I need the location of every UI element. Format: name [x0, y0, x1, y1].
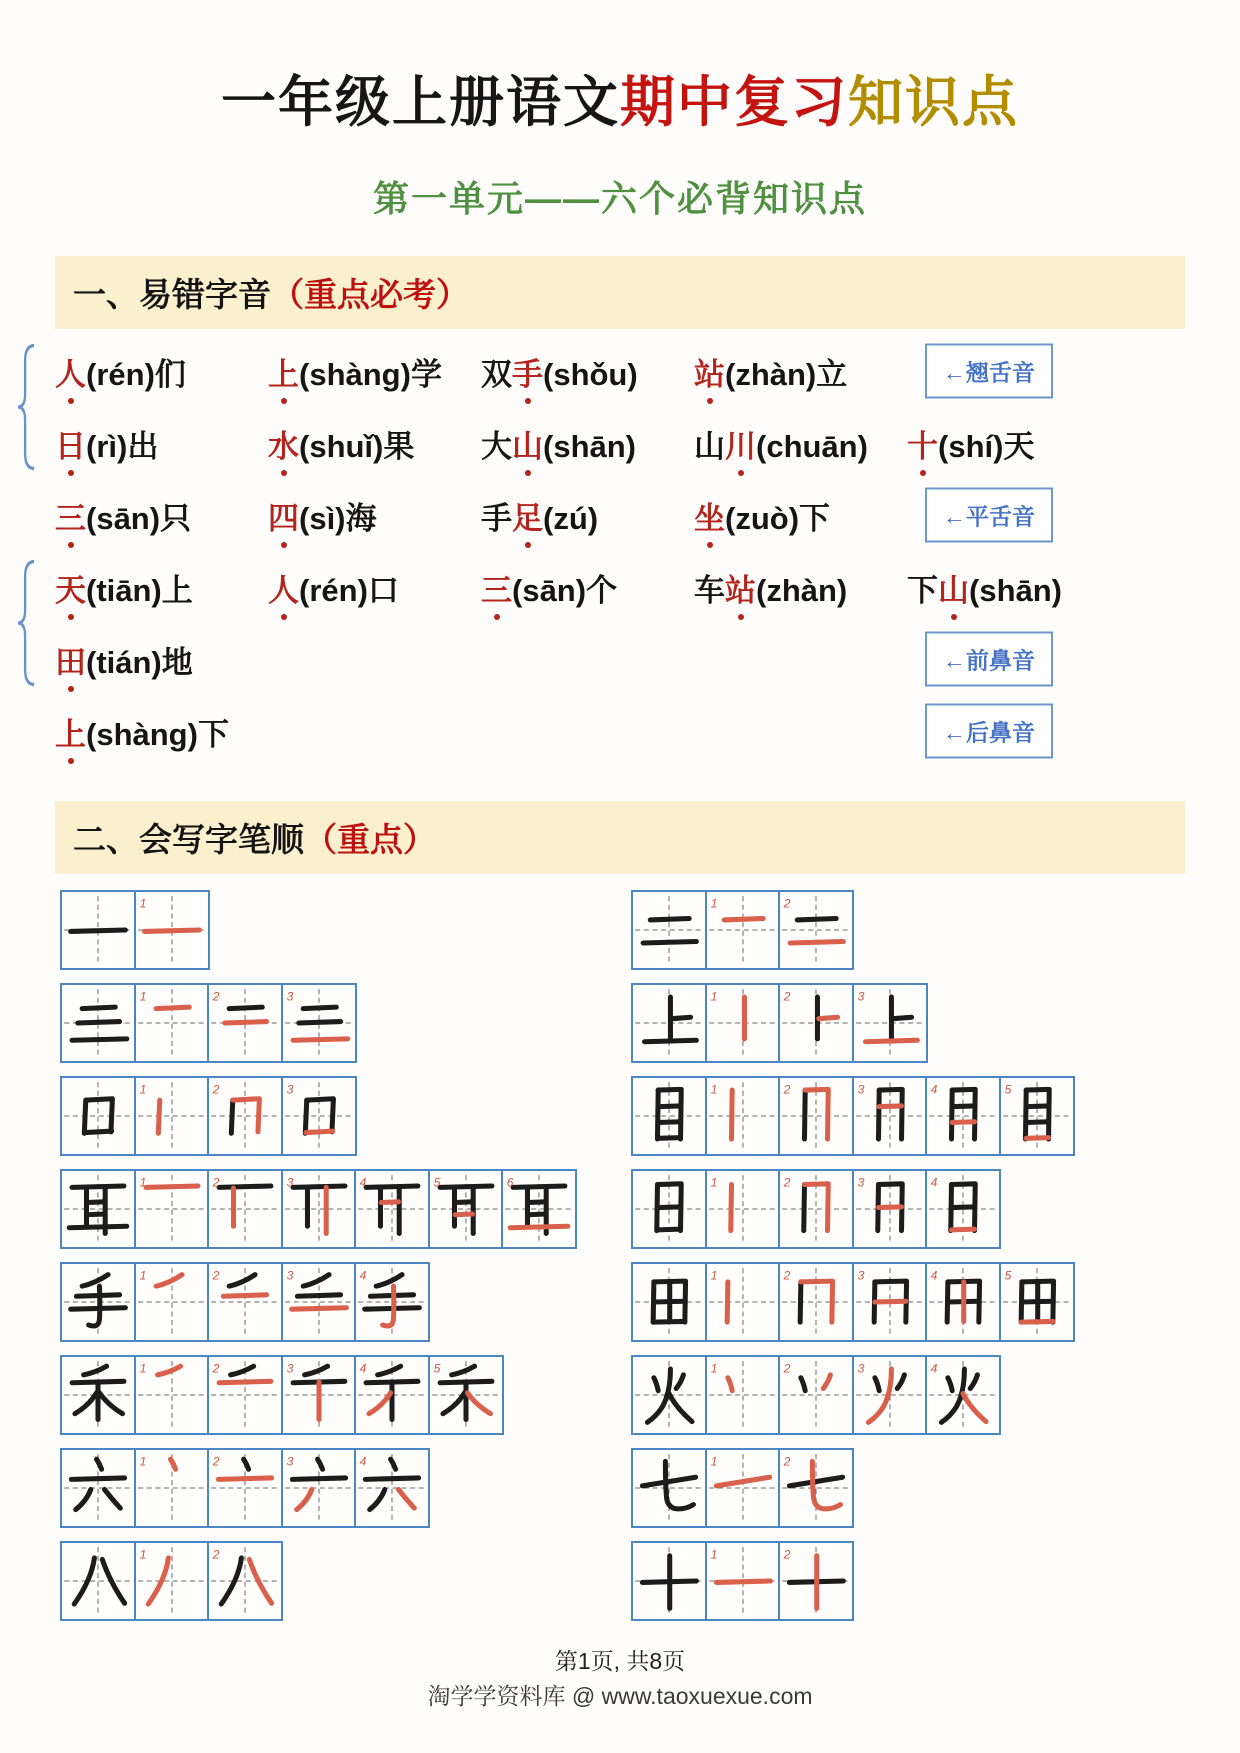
word-entry	[55, 637, 268, 682]
stroke-step-cell	[925, 1169, 1001, 1249]
stroke-order-row-八	[60, 1541, 605, 1621]
svg-text:1: 1	[139, 896, 146, 911]
page-number: 第1页, 共8页	[554, 1648, 686, 1674]
word-text: 下	[799, 500, 831, 536]
word-text: 学	[410, 356, 442, 392]
stroke-order-row-火	[631, 1355, 1171, 1435]
word-group	[55, 479, 1185, 551]
word-text: (shàng)	[86, 716, 198, 752]
stroke-step-cell	[705, 1076, 781, 1156]
svg-text:3: 3	[857, 1082, 864, 1097]
word-text: (zhàn)	[756, 572, 848, 608]
stroke-step-cell	[925, 1262, 1001, 1342]
word-text: 口	[367, 572, 399, 608]
stroke-order-row-一	[60, 890, 605, 970]
word-text: (rì)	[86, 428, 128, 464]
stroke-step-cell	[354, 1262, 430, 1342]
word-text: (sì)	[299, 500, 346, 536]
svg-text:1: 1	[710, 1082, 717, 1097]
section1-heading-paren: （重点必考）	[271, 276, 469, 313]
stroke-step-cell	[705, 1448, 781, 1528]
svg-text:2: 2	[783, 1454, 791, 1469]
stroke-step-cell	[852, 1355, 928, 1435]
word-text: (tián)	[86, 644, 162, 680]
svg-text:1: 1	[139, 1082, 146, 1097]
stroke-step-cell	[428, 1169, 504, 1249]
svg-text:4: 4	[930, 1361, 938, 1376]
stroke-order-row-禾	[60, 1355, 605, 1435]
character-cell	[60, 983, 136, 1063]
stroke-order-row-耳	[60, 1169, 605, 1249]
word-text: (zú)	[543, 500, 599, 536]
stroke-step-cell	[778, 1262, 854, 1342]
word-group	[55, 695, 1185, 767]
title-part-black: 一年级上册语文	[220, 71, 620, 133]
svg-text:5: 5	[433, 1175, 440, 1190]
emphasized-character: 十	[907, 428, 938, 464]
word-text: 双	[481, 356, 512, 392]
emphasized-character: 手	[512, 356, 543, 392]
pronunciation-row	[55, 407, 1185, 479]
stroke-step-cell	[778, 1355, 854, 1435]
svg-text:3: 3	[857, 1268, 864, 1283]
stroke-order-row-上	[631, 983, 1171, 1063]
stroke-step-cell	[134, 1541, 210, 1621]
emphasized-character: 人	[55, 356, 86, 392]
svg-text:1: 1	[710, 1454, 717, 1469]
svg-text:3: 3	[857, 1175, 864, 1190]
character-cell	[60, 890, 136, 970]
stroke-order-row-六	[60, 1448, 605, 1528]
word-group-braced	[55, 551, 1185, 695]
stroke-order-row-口	[60, 1076, 605, 1156]
svg-text:3: 3	[857, 1361, 864, 1376]
watermark-site: 淘学学资料库 @ www.taoxuexue.com	[427, 1683, 813, 1709]
character-cell	[631, 1076, 707, 1156]
stroke-step-cell	[281, 983, 357, 1063]
stroke-step-cell	[778, 983, 854, 1063]
word-text: (rén)	[299, 572, 368, 608]
stroke-step-cell	[999, 1262, 1075, 1342]
svg-text:1: 1	[139, 1268, 146, 1283]
word-entry	[55, 349, 268, 394]
stroke-step-cell	[705, 1355, 781, 1435]
word-text: 下	[907, 572, 938, 608]
emphasized-character: 川	[725, 428, 756, 464]
svg-text:4: 4	[930, 1082, 938, 1097]
word-entry	[268, 493, 481, 538]
word-entry	[55, 709, 268, 754]
svg-text:4: 4	[930, 1268, 938, 1283]
svg-text:2: 2	[212, 1268, 220, 1283]
character-cell	[60, 1169, 136, 1249]
word-text: 大	[481, 428, 512, 464]
page-footer	[0, 1643, 1240, 1711]
word-text: 山	[694, 428, 725, 464]
stroke-step-cell	[925, 1076, 1001, 1156]
emphasized-character: 三	[481, 572, 512, 608]
svg-text:2: 2	[212, 1454, 220, 1469]
word-entry	[481, 421, 694, 466]
svg-text:5: 5	[1004, 1082, 1011, 1097]
stroke-step-cell	[705, 1541, 781, 1621]
svg-text:3: 3	[286, 1268, 293, 1283]
svg-text:2: 2	[212, 1175, 220, 1190]
stroke-step-cell	[354, 1169, 430, 1249]
word-text: (chuān)	[756, 428, 868, 464]
svg-text:6: 6	[506, 1175, 514, 1190]
svg-text:5: 5	[1004, 1268, 1011, 1283]
word-entry	[481, 493, 694, 538]
word-text: (shí)	[938, 428, 1004, 464]
character-cell	[60, 1448, 136, 1528]
stroke-order-grids	[60, 890, 1185, 1621]
stroke-order-row-七	[631, 1448, 1171, 1528]
word-text: (tiān)	[86, 572, 162, 608]
stroke-order-row-目	[631, 1076, 1171, 1156]
svg-text:2: 2	[783, 1175, 791, 1190]
stroke-step-cell	[134, 1355, 210, 1435]
word-text: (shān)	[543, 428, 636, 464]
word-entry	[55, 421, 268, 466]
word-entry	[694, 493, 907, 538]
stroke-step-cell	[778, 1169, 854, 1249]
svg-text:1: 1	[710, 1361, 717, 1376]
emphasized-character: 足	[512, 500, 543, 536]
word-entry	[268, 421, 481, 466]
word-text: (shān)	[969, 572, 1062, 608]
stroke-step-cell	[778, 1541, 854, 1621]
character-cell	[631, 1448, 707, 1528]
stroke-step-cell	[207, 1076, 283, 1156]
word-text: 天	[1003, 428, 1035, 464]
character-cell	[60, 1076, 136, 1156]
svg-text:2: 2	[783, 1268, 791, 1283]
stroke-order-row-手	[60, 1262, 605, 1342]
character-cell	[60, 1541, 136, 1621]
pronunciation-row	[55, 623, 1185, 695]
word-text: (shàng)	[299, 356, 411, 392]
stroke-step-cell	[705, 983, 781, 1063]
svg-text:4: 4	[359, 1268, 367, 1283]
stroke-step-cell	[281, 1076, 357, 1156]
stroke-step-cell	[354, 1448, 430, 1528]
svg-text:4: 4	[359, 1361, 367, 1376]
error-prone-pronunciation-list	[55, 335, 1185, 767]
left-brace	[17, 559, 35, 687]
character-cell	[631, 1355, 707, 1435]
svg-text:3: 3	[286, 1082, 293, 1097]
svg-text:4: 4	[359, 1175, 367, 1190]
word-entry	[694, 565, 907, 610]
svg-text:5: 5	[433, 1361, 440, 1376]
stroke-step-cell	[134, 1076, 210, 1156]
stroke-step-cell	[778, 1076, 854, 1156]
emphasized-character: 站	[694, 356, 725, 392]
character-cell	[631, 890, 707, 970]
stroke-step-cell	[925, 1355, 1001, 1435]
stroke-step-cell	[134, 890, 210, 970]
stroke-step-cell	[705, 890, 781, 970]
stroke-step-cell	[207, 1355, 283, 1435]
pronunciation-type-label: ←平舌音	[925, 488, 1053, 543]
word-text: 出	[127, 428, 159, 464]
word-text: (shǒu)	[543, 356, 638, 392]
emphasized-character: 山	[512, 428, 543, 464]
word-entry	[55, 565, 268, 610]
word-entry	[694, 421, 907, 466]
word-text: 上	[161, 572, 193, 608]
stroke-step-cell	[428, 1355, 504, 1435]
stroke-order-row-日	[631, 1169, 1171, 1249]
pronunciation-row	[55, 695, 1185, 767]
stroke-order-row-田	[631, 1262, 1171, 1342]
word-text: 个	[586, 572, 618, 608]
stroke-grid-column-left	[60, 890, 605, 1621]
svg-text:1: 1	[139, 1547, 146, 1562]
word-text: 车	[694, 572, 725, 608]
svg-text:2: 2	[783, 1082, 791, 1097]
emphasized-character: 天	[55, 572, 86, 608]
section2-heading-paren: （重点）	[304, 821, 436, 858]
stroke-step-cell	[852, 1262, 928, 1342]
stroke-step-cell	[281, 1355, 357, 1435]
word-text: 下	[197, 716, 229, 752]
stroke-step-cell	[852, 983, 928, 1063]
character-cell	[631, 983, 707, 1063]
pronunciation-row	[55, 479, 1185, 551]
word-text: (zhàn)	[725, 356, 817, 392]
character-cell	[631, 1169, 707, 1249]
character-cell	[60, 1355, 136, 1435]
word-text: (rén)	[86, 356, 155, 392]
stroke-step-cell	[501, 1169, 577, 1249]
svg-text:4: 4	[359, 1454, 367, 1469]
section2-heading	[55, 801, 1185, 874]
stroke-step-cell	[134, 983, 210, 1063]
svg-text:1: 1	[710, 1175, 717, 1190]
pronunciation-type-label: ←后鼻音	[925, 704, 1053, 759]
svg-text:1: 1	[710, 1547, 717, 1562]
svg-text:3: 3	[286, 989, 293, 1004]
pronunciation-type-label: ←翘舌音	[925, 344, 1053, 399]
svg-text:2: 2	[212, 1547, 220, 1562]
svg-text:2: 2	[783, 1361, 791, 1376]
pronunciation-row	[55, 551, 1185, 623]
svg-text:1: 1	[710, 989, 717, 1004]
word-entry	[481, 349, 694, 394]
emphasized-character: 田	[55, 644, 86, 680]
emphasized-character: 山	[938, 572, 969, 608]
stroke-step-cell	[134, 1169, 210, 1249]
svg-text:1: 1	[139, 1454, 146, 1469]
emphasized-character: 三	[55, 500, 86, 536]
svg-text:2: 2	[212, 989, 220, 1004]
word-entry	[694, 349, 907, 394]
svg-text:1: 1	[139, 1175, 146, 1190]
svg-text:2: 2	[783, 1547, 791, 1562]
stroke-grid-column-right	[631, 890, 1171, 1621]
left-brace	[17, 343, 35, 471]
stroke-step-cell	[207, 1541, 283, 1621]
emphasized-character: 上	[268, 356, 299, 392]
page-title	[0, 0, 1240, 137]
stroke-step-cell	[852, 1076, 928, 1156]
title-part-red: 期中复习	[619, 71, 848, 133]
word-entry	[268, 349, 481, 394]
svg-text:1: 1	[710, 896, 717, 911]
word-text: 只	[160, 500, 192, 536]
section1-heading	[55, 256, 1185, 329]
svg-text:1: 1	[139, 1361, 146, 1376]
word-text: 海	[345, 500, 377, 536]
svg-text:2: 2	[212, 1082, 220, 1097]
svg-text:2: 2	[783, 896, 791, 911]
svg-text:3: 3	[286, 1454, 293, 1469]
stroke-step-cell	[778, 1448, 854, 1528]
stroke-step-cell	[134, 1262, 210, 1342]
word-text: (shuǐ)	[299, 428, 384, 464]
emphasized-character: 水	[268, 428, 299, 464]
stroke-step-cell	[999, 1076, 1075, 1156]
word-entry	[907, 421, 1120, 466]
word-text: 果	[383, 428, 415, 464]
word-entry	[481, 565, 694, 610]
pronunciation-type-label: ←前鼻音	[925, 632, 1053, 687]
character-cell	[631, 1541, 707, 1621]
stroke-step-cell	[705, 1169, 781, 1249]
svg-text:2: 2	[212, 1361, 220, 1376]
emphasized-character: 上	[55, 716, 86, 752]
emphasized-character: 四	[268, 500, 299, 536]
emphasized-character: 人	[268, 572, 299, 608]
title-part-gold: 知识点	[848, 71, 1020, 133]
word-text: (sān)	[86, 500, 161, 536]
svg-text:3: 3	[857, 989, 864, 1004]
word-text: (zuò)	[725, 500, 800, 536]
word-text: 们	[154, 356, 186, 392]
emphasized-character: 日	[55, 428, 86, 464]
word-entry	[268, 565, 481, 610]
word-text: 地	[161, 644, 193, 680]
stroke-step-cell	[207, 983, 283, 1063]
stroke-step-cell	[207, 1448, 283, 1528]
word-entry	[907, 565, 1120, 610]
pronunciation-row	[55, 335, 1185, 407]
stroke-step-cell	[705, 1262, 781, 1342]
stroke-order-row-二	[631, 890, 1171, 970]
svg-text:1: 1	[710, 1268, 717, 1283]
section1-heading-text: 一、易错字音	[73, 276, 271, 313]
emphasized-character: 站	[725, 572, 756, 608]
stroke-order-row-三	[60, 983, 605, 1063]
svg-text:4: 4	[930, 1175, 938, 1190]
stroke-step-cell	[281, 1169, 357, 1249]
word-entry	[55, 493, 268, 538]
character-cell	[60, 1262, 136, 1342]
stroke-order-row-十	[631, 1541, 1171, 1621]
unit-subtitle: 第一单元——六个必背知识点	[372, 178, 867, 219]
stroke-step-cell	[207, 1262, 283, 1342]
stroke-step-cell	[281, 1448, 357, 1528]
emphasized-character: 坐	[694, 500, 725, 536]
stroke-step-cell	[281, 1262, 357, 1342]
stroke-step-cell	[207, 1169, 283, 1249]
svg-text:3: 3	[286, 1361, 293, 1376]
section2-heading-text: 二、会写字笔顺	[73, 821, 304, 858]
word-text: (sān)	[512, 572, 587, 608]
word-text: 手	[481, 500, 512, 536]
stroke-step-cell	[778, 890, 854, 970]
svg-text:3: 3	[286, 1175, 293, 1190]
stroke-step-cell	[852, 1169, 928, 1249]
svg-text:1: 1	[139, 989, 146, 1004]
word-group-braced	[55, 335, 1185, 479]
svg-text:2: 2	[783, 989, 791, 1004]
character-cell	[631, 1262, 707, 1342]
stroke-step-cell	[134, 1448, 210, 1528]
word-text: 立	[816, 356, 848, 392]
stroke-step-cell	[354, 1355, 430, 1435]
